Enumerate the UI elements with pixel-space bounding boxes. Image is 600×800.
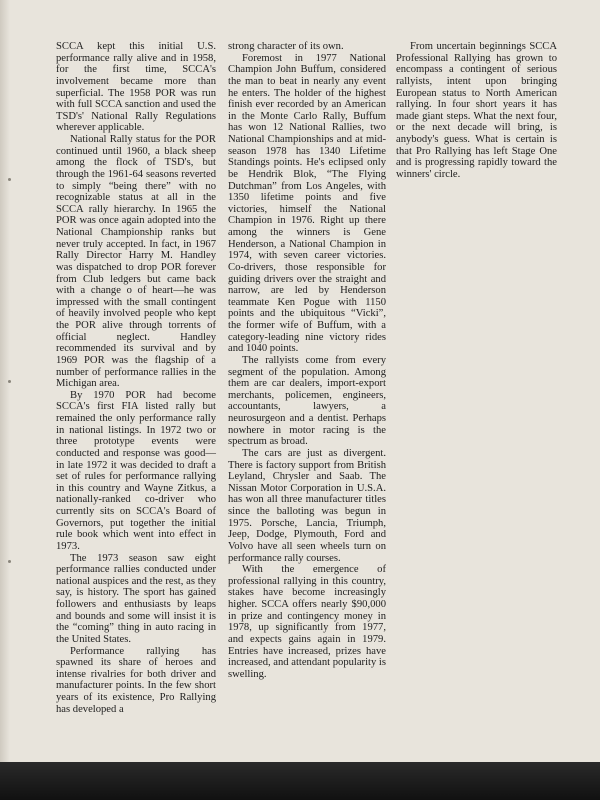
paragraph: By 1970 POR had become SCCA's first FIA listed rally but remained the only performance rally in national listings. In 1972 two or three prototype events were conducted and response was good—in late 1972 it was decided to draft a set of rules for performance rallying in this country and Wayne Zitkus, a nationally-ranked co-driver who currently sits on SCCA's Board of Governors, put together the initial rule book which went into effect in 1973.: [56, 389, 216, 552]
paragraph: National Rally status for the POR continued until 1960, a black sheep among the flock of TSD's, but through the 1961-64 seasons reverted to simply “being there” with no recognizable status at all in the SCCA rally hierarchy. In 1965 the POR was once again adopted into the National Championship ranks but never truly accepted. In fact, in 1967 Rally Director Harry M. Handley was dispatched to drop POR forever from Club ledgers but came back with a change o of heart—he was impressed with the small contingent of heavily involved people who kept the POR alive through torrents of official neglect. Handley recommended its survival and by 1969 POR was the flagship of a number of performance rallies in the Michigan area.: [56, 134, 216, 390]
paragraph: The cars are just as divergent. There is factory support from British Leyland, Chrysler and Saab. The Nissan Motor Corporation in U.S.A. has won all three manufacturer titles since the balloting was begun in 1975. Porsche, Lancia, Triumph, Jeep, Dodge, Plymouth, Ford and Volvo have all seen wheels turn on performance rally courses.: [228, 447, 386, 564]
paragraph: With the emergence of professional rallying in this country, stakes have become increasingly higher. SCCA offers nearly $90,000 in prize and contingency money in 1978, up significantly from 1977, and expects gains again in 1979. Entries have increased, prizes have increased, and attendant popularity is swelling.: [228, 564, 386, 680]
paragraph: The rallyists come from every segment of the population. Among them are car dealers, import-export merchants, policemen, engineers, accountants, lawyers, a neurosurgeon and a dentist. Perhaps nowhere in motor racing is the spectrum as broad.: [228, 354, 386, 448]
paragraph: SCCA kept this initial U.S. performance rally alive and in 1958, for the first time, SCCA's involvement became more than superficial. The 1958 POR was run with full SCCA sanction and used the TSD's' National Rally Regulations wherever applicable.: [56, 41, 216, 134]
paragraph: strong character of its own.: [228, 41, 344, 52]
binding-mark: [8, 560, 11, 563]
paragraph: From uncertain beginnings SCCA Professional Rallying has grown to encompass a contingent of serious rallyists, intent upon bringing European status to North American rallying. In four short years it has made giant steps. What the next four, or the next decade will bring, is anybody's guess. What is certain is that Pro Rallying has left Stage One and is progressing rapidly toward the winners' circle.: [396, 41, 557, 180]
article-column-1: [56, 41, 216, 715]
binding-mark: [8, 380, 11, 383]
scan-background: [0, 762, 600, 800]
article-column-3: [396, 41, 557, 181]
paragraph: Foremost in 1977 National Champion John Buffum, considered the man to beat in nearly any event he enters. The holder of the highest finish ever recorded by an American in the Monte Carlo Rally, Buffum has won 12 National Rallies, two National Championships and at mid-season 1978 has 1340 Lifetime Standings points. He's eclipsed only be Hendrik Blok, “The Flying Dutchman” from Los Angeles, with 1350 lifetime points and five victories, himself the National Champion in 1976. Right up there among the winners is Gene Henderson, a National Champion in 1974, with seven career victories. Co-drivers, those responsible for guiding drivers over the straight and narrow, are led by Henderson teammate Ken Pogue with 1150 points and the ubiquitous “Vicki”, the former wife of Buffum, with a category-leading nine victory rides and 1040 points.: [228, 52, 386, 355]
binding-mark: [8, 178, 11, 181]
article-column-2: [228, 41, 386, 680]
paragraph: The 1973 season saw eight performance rallies conducted under national auspices and the rest, as they say, is history. The sport has gained followers and enthusiasts by leaps and bounds and some will insist it is the “coming” thing in auto racing in the United States.: [56, 552, 216, 645]
paragraph: Performance rallying has spawned its share of heroes and intense rivalries for both driver and manufacturer points. In the few short years of its existence, Pro Rallying has developed a: [56, 645, 216, 715]
